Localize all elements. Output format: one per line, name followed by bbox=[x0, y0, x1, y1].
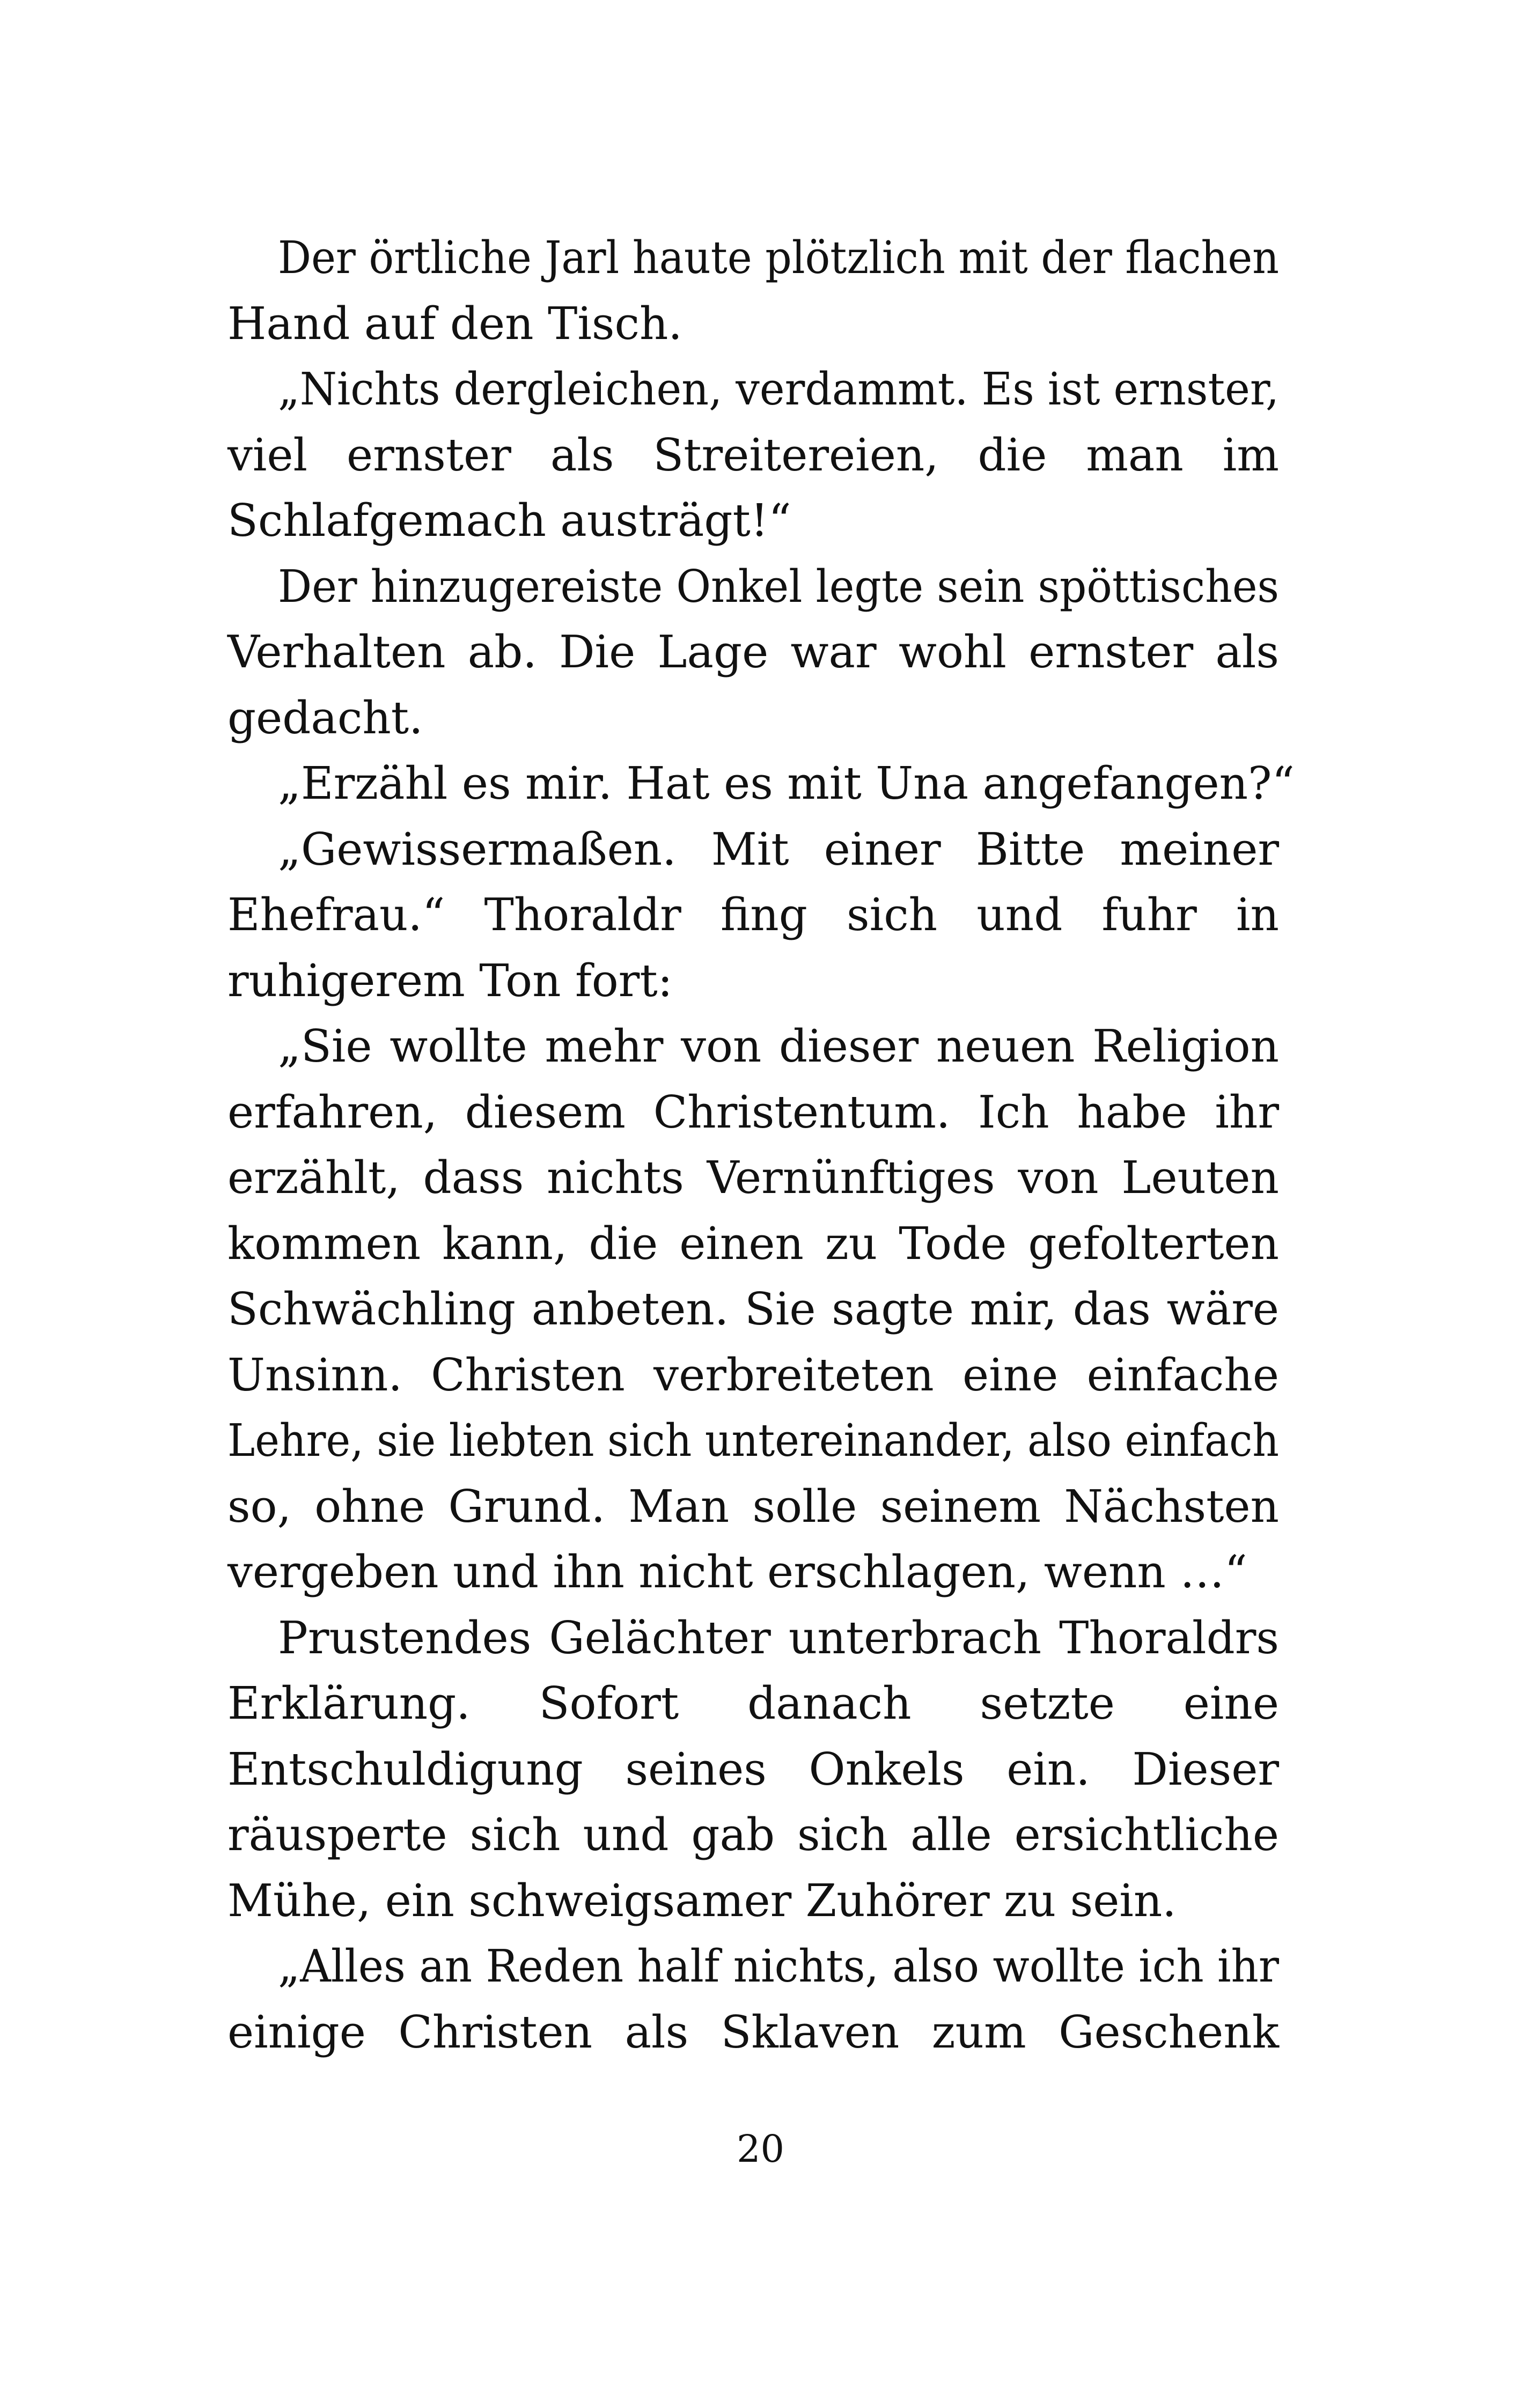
text-line: gedacht. bbox=[227, 691, 423, 744]
text-line: erzählt, dass nichts Vernünftiges von Leuten bbox=[227, 1152, 1279, 1204]
text-line: so, ohne Grund. Man solle seinem Nächsten bbox=[227, 1480, 1279, 1533]
text-line: Hand auf den Tisch. bbox=[227, 297, 682, 350]
text-line: Unsinn. Christen verbreiteten eine einfache bbox=[227, 1349, 1279, 1401]
text-line: „Gewissermaßen. Mit einer Bitte meiner bbox=[278, 823, 1279, 875]
text-line: ruhigerem Ton fort: bbox=[227, 954, 673, 1007]
text-line: „Sie wollte mehr von dieser neuen Religion bbox=[278, 1020, 1279, 1072]
text-line: Schlafgemach austrägt!“ bbox=[227, 495, 791, 547]
text-line: Lehre, sie liebten sich untereinander, also einfach bbox=[227, 1415, 1279, 1467]
text-line: vergeben und ihn nicht erschlagen, wenn …“ bbox=[227, 1546, 1247, 1598]
text-line: „Nichts dergleichen, verdammt. Es ist ernster, bbox=[278, 363, 1279, 415]
text-line: Ehefrau.“ Thoraldr fing sich und fuhr in bbox=[227, 889, 1279, 941]
text-line: Schwächling anbeten. Sie sagte mir, das wäre bbox=[227, 1283, 1279, 1335]
text-line: Verhalten ab. Die Lage war wohl ernster als bbox=[227, 626, 1279, 678]
text-line: Der hinzugereiste Onkel legte sein spöttisches bbox=[278, 560, 1279, 613]
text-line: einige Christen als Sklaven zum Geschenk bbox=[227, 2006, 1279, 2058]
text-line: „Alles an Reden half nichts, also wollte ich ihr bbox=[278, 1940, 1279, 1992]
text-line: räusperte sich und gab sich alle ersichtliche bbox=[227, 1809, 1279, 1861]
text-line: viel ernster als Streitereien, die man im bbox=[227, 429, 1279, 481]
text-line: Erklärung. Sofort danach setzte eine bbox=[227, 1677, 1279, 1729]
text-line: „Erzähl es mir. Hat es mit Una angefangen?“ bbox=[278, 757, 1295, 809]
text-line: Entschuldigung seines Onkels ein. Dieser bbox=[227, 1743, 1279, 1795]
page-number: 20 bbox=[736, 2127, 785, 2171]
text-line: Mühe, ein schweigsamer Zuhörer zu sein. bbox=[227, 1874, 1177, 1927]
text-line: kommen kann, die einen zu Tode gefolterten bbox=[227, 1217, 1279, 1270]
text-line: Der örtliche Jarl haute plötzlich mit der flachen bbox=[278, 232, 1279, 284]
text-line: erfahren, diesem Christentum. Ich habe ihr bbox=[227, 1086, 1279, 1138]
text-line: Prustendes Gelächter unterbrach Thoraldrs bbox=[278, 1611, 1279, 1664]
body-text bbox=[227, 225, 1295, 2065]
